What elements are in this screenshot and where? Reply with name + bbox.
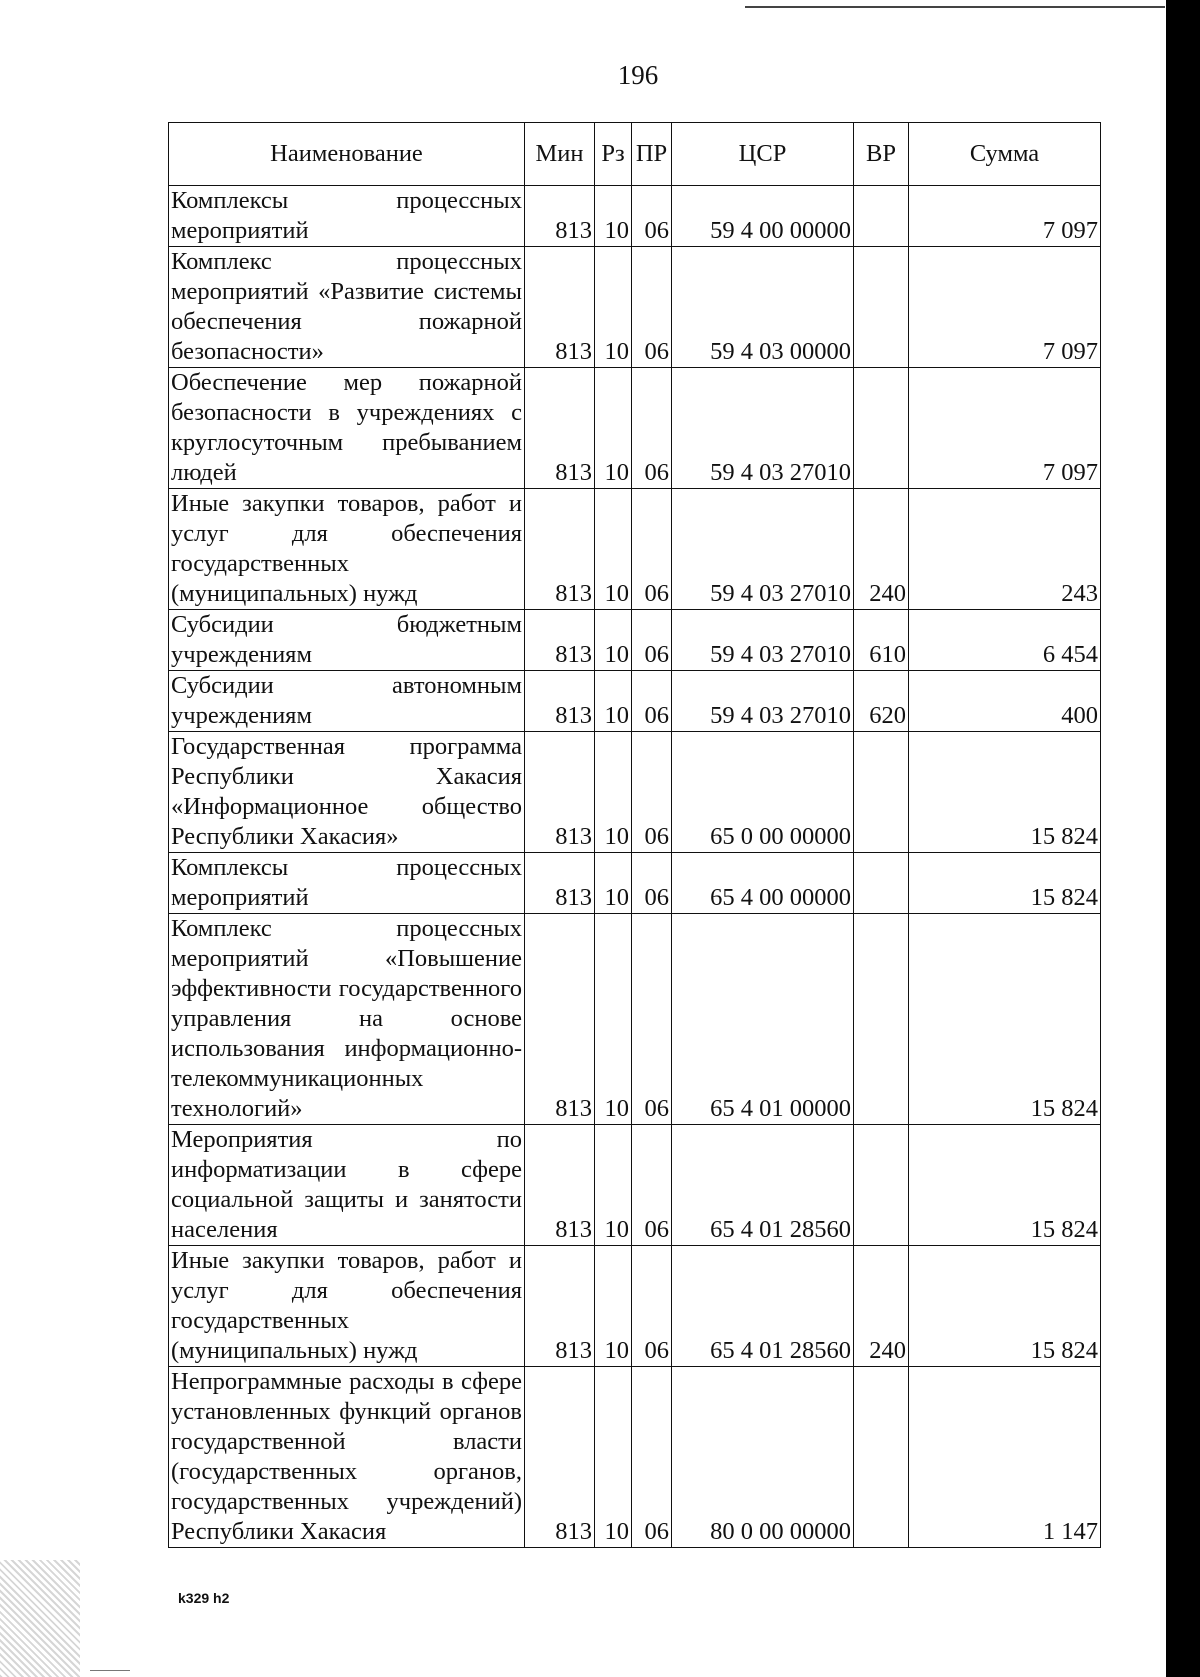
cell-sum: 7 097 <box>909 186 1101 247</box>
cell-vr: 620 <box>854 671 909 732</box>
cell-csr: 59 4 03 27010 <box>672 368 854 489</box>
cell-sum: 7 097 <box>909 247 1101 368</box>
cell-min: 813 <box>525 1367 595 1548</box>
scan-bottom-rule <box>90 1670 130 1671</box>
cell-min: 813 <box>525 914 595 1125</box>
cell-sum: 7 097 <box>909 368 1101 489</box>
cell-vr <box>854 1367 909 1548</box>
cell-min: 813 <box>525 1125 595 1246</box>
cell-rz: 10 <box>595 853 632 914</box>
table-row <box>169 732 1101 853</box>
cell-pr: 06 <box>632 1246 672 1367</box>
cell-vr: 240 <box>854 1246 909 1367</box>
cell-min: 813 <box>525 671 595 732</box>
cell-pr: 06 <box>632 853 672 914</box>
table-row <box>169 610 1101 671</box>
cell-rz: 10 <box>595 1367 632 1548</box>
cell-pr: 06 <box>632 1367 672 1548</box>
cell-name: Комплексы процессных мероприятий <box>169 186 525 247</box>
cell-min: 813 <box>525 368 595 489</box>
cell-rz: 10 <box>595 1125 632 1246</box>
cell-vr <box>854 732 909 853</box>
cell-name: Обеспечение мер пожарной безопасности в учреждениях с круглосуточным пребыванием людей <box>169 368 525 489</box>
cell-vr <box>854 368 909 489</box>
table-row <box>169 247 1101 368</box>
cell-rz: 10 <box>595 368 632 489</box>
cell-csr: 59 4 03 27010 <box>672 489 854 610</box>
cell-sum: 15 824 <box>909 1246 1101 1367</box>
cell-pr: 06 <box>632 368 672 489</box>
cell-name: Комплекс процессных мероприятий «Повышение эффективности государственного управления на основе использования информационно-телекоммуникационных технологий» <box>169 914 525 1125</box>
cell-csr: 59 4 03 27010 <box>672 671 854 732</box>
table-row <box>169 671 1101 732</box>
cell-min: 813 <box>525 732 595 853</box>
cell-name: Комплекс процессных мероприятий «Развитие системы обеспечения пожарной безопасности» <box>169 247 525 368</box>
cell-name: Комплексы процессных мероприятий <box>169 853 525 914</box>
budget-table <box>168 122 1101 1548</box>
cell-name: Мероприятия по информатизации в сфере социальной защиты и занятости населения <box>169 1125 525 1246</box>
cell-pr: 06 <box>632 914 672 1125</box>
cell-pr: 06 <box>632 186 672 247</box>
cell-vr: 240 <box>854 489 909 610</box>
scan-edge-shadow <box>1166 0 1200 1677</box>
page-number: 196 <box>617 60 659 90</box>
cell-csr: 65 4 01 28560 <box>672 1125 854 1246</box>
table-row <box>169 186 1101 247</box>
cell-sum: 243 <box>909 489 1101 610</box>
cell-name: Иные закупки товаров, работ и услуг для обеспечения государственных (муниципальных) нужд <box>169 489 525 610</box>
header-rz: Рз <box>595 123 632 186</box>
table-row <box>169 1246 1101 1367</box>
table-row <box>169 1125 1101 1246</box>
cell-rz: 10 <box>595 914 632 1125</box>
cell-sum: 15 824 <box>909 732 1101 853</box>
header-name: Наименование <box>169 123 525 186</box>
cell-name: Субсидии автономным учреждениям <box>169 671 525 732</box>
cell-sum: 1 147 <box>909 1367 1101 1548</box>
cell-sum: 15 824 <box>909 853 1101 914</box>
cell-csr: 65 4 01 00000 <box>672 914 854 1125</box>
footer-code: k329 h2 <box>178 1590 230 1606</box>
cell-pr: 06 <box>632 247 672 368</box>
cell-rz: 10 <box>595 186 632 247</box>
cell-sum: 15 824 <box>909 1125 1101 1246</box>
cell-pr: 06 <box>632 610 672 671</box>
cell-min: 813 <box>525 186 595 247</box>
cell-csr: 65 0 00 00000 <box>672 732 854 853</box>
cell-vr <box>854 1125 909 1246</box>
cell-vr <box>854 186 909 247</box>
header-csr: ЦСР <box>672 123 854 186</box>
cell-vr: 610 <box>854 610 909 671</box>
header-min: Мин <box>525 123 595 186</box>
cell-csr: 59 4 03 00000 <box>672 247 854 368</box>
cell-pr: 06 <box>632 732 672 853</box>
cell-rz: 10 <box>595 1246 632 1367</box>
cell-rz: 10 <box>595 489 632 610</box>
table-header-row <box>169 123 1101 186</box>
cell-sum: 6 454 <box>909 610 1101 671</box>
cell-csr: 59 4 03 27010 <box>672 610 854 671</box>
table-row <box>169 368 1101 489</box>
cell-sum: 400 <box>909 671 1101 732</box>
header-pr: ПР <box>632 123 672 186</box>
cell-name: Государственная программа Республики Хакасия «Информационное общество Республики Хакасия» <box>169 732 525 853</box>
cell-rz: 10 <box>595 247 632 368</box>
header-sum: Сумма <box>909 123 1101 186</box>
cell-rz: 10 <box>595 610 632 671</box>
table-row <box>169 914 1101 1125</box>
cell-rz: 10 <box>595 732 632 853</box>
cell-csr: 65 4 00 00000 <box>672 853 854 914</box>
table-row <box>169 1367 1101 1548</box>
cell-min: 813 <box>525 1246 595 1367</box>
cell-min: 813 <box>525 853 595 914</box>
cell-name: Субсидии бюджетным учреждениям <box>169 610 525 671</box>
cell-csr: 65 4 01 28560 <box>672 1246 854 1367</box>
cell-name: Непрограммные расходы в сфере установленных функций органов государственной власти (государственных органов, государственных учреждений) Республики Хакасия <box>169 1367 525 1548</box>
cell-pr: 06 <box>632 671 672 732</box>
scan-noise <box>0 1560 80 1677</box>
cell-min: 813 <box>525 610 595 671</box>
cell-min: 813 <box>525 247 595 368</box>
cell-vr <box>854 247 909 368</box>
cell-vr <box>854 914 909 1125</box>
cell-csr: 59 4 00 00000 <box>672 186 854 247</box>
scan-top-rule <box>745 6 1165 8</box>
cell-rz: 10 <box>595 671 632 732</box>
cell-min: 813 <box>525 489 595 610</box>
cell-sum: 15 824 <box>909 914 1101 1125</box>
cell-csr: 80 0 00 00000 <box>672 1367 854 1548</box>
cell-pr: 06 <box>632 1125 672 1246</box>
cell-vr <box>854 853 909 914</box>
table-row <box>169 853 1101 914</box>
cell-pr: 06 <box>632 489 672 610</box>
cell-name: Иные закупки товаров, работ и услуг для обеспечения государственных (муниципальных) нужд <box>169 1246 525 1367</box>
table-row <box>169 489 1101 610</box>
header-vr: ВР <box>854 123 909 186</box>
